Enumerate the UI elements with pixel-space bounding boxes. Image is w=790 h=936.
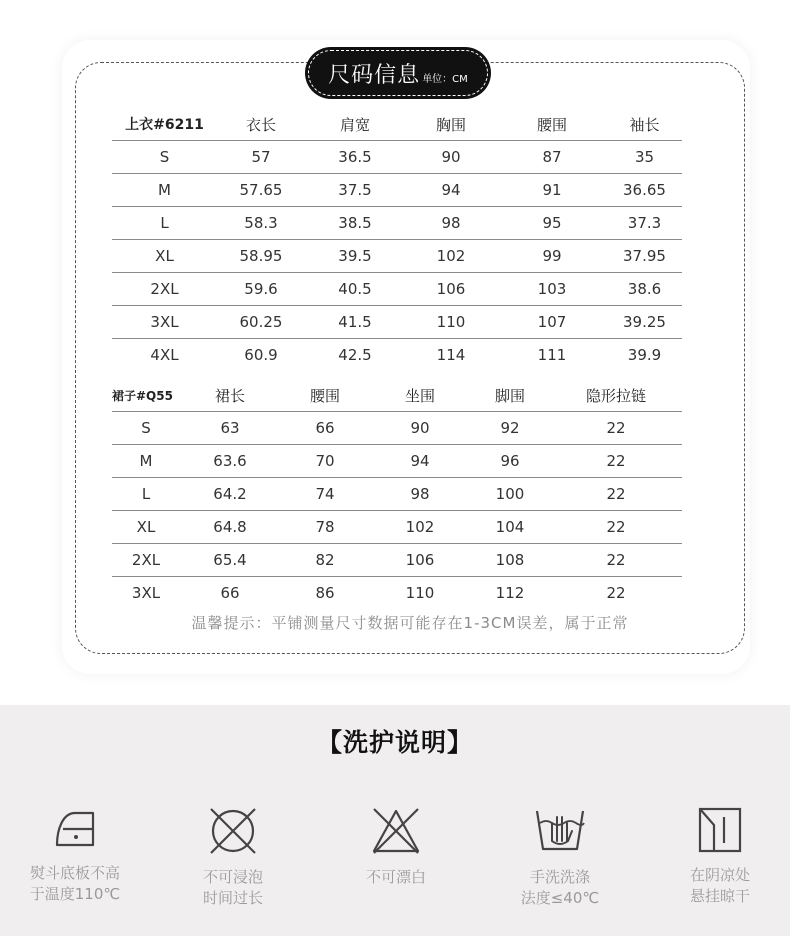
- size-info-unit: 单位：CM: [422, 73, 468, 85]
- skirt-table-header-row: [112, 379, 682, 412]
- skirt-table-cell: 70: [280, 445, 370, 478]
- skirt-table-header-cell: 裙长: [214, 386, 245, 405]
- skirt-size-table: [112, 379, 682, 609]
- skirt-table-cell: 22: [550, 544, 682, 577]
- top-table-cell: 37.95: [607, 240, 682, 273]
- skirt-table-row: [112, 445, 682, 478]
- top-table-header-cell: 上衣#6211: [125, 117, 204, 133]
- care-item-shade-dry-line2: 悬挂晾干: [689, 887, 750, 905]
- top-table-cell: 38.6: [607, 273, 682, 306]
- care-item-no-soak: [168, 805, 298, 909]
- top-table-row: [112, 273, 682, 306]
- top-table-cell: 95: [497, 207, 607, 240]
- top-table-cell: 36.5: [305, 141, 405, 174]
- skirt-table-cell: 66: [180, 577, 280, 610]
- top-table-row: [112, 207, 682, 240]
- top-table-cell: 107: [497, 306, 607, 339]
- no-bleach-icon: [370, 805, 422, 857]
- skirt-table-cell: 22: [550, 478, 682, 511]
- care-item-hand-wash-line1: 手洗洗涤: [529, 868, 590, 886]
- care-item-shade-dry: [655, 805, 785, 907]
- top-table-header-cell: 袖长: [629, 115, 660, 134]
- skirt-table-header-cell: 隐形拉链: [585, 386, 646, 405]
- top-table-row: [112, 240, 682, 273]
- skirt-table-cell: 86: [280, 577, 370, 610]
- top-table-cell: 57: [217, 141, 305, 174]
- top-table-cell: 58.3: [217, 207, 305, 240]
- size-info-title: 尺码信息: [328, 62, 421, 88]
- top-table-header-row: [112, 108, 682, 141]
- care-item-no-bleach: [331, 805, 461, 888]
- iron-icon: [51, 805, 99, 853]
- skirt-table-cell: 64.8: [180, 511, 280, 544]
- skirt-table-cell: 110: [370, 577, 470, 610]
- top-table-cell: 36.65: [607, 174, 682, 207]
- skirt-table-row: [112, 478, 682, 511]
- care-item-no-soak-line2: 时间过长: [202, 889, 263, 907]
- skirt-table-cell: 102: [370, 511, 470, 544]
- top-table-cell: 94: [405, 174, 497, 207]
- top-table-row: [112, 306, 682, 339]
- skirt-table-cell: 78: [280, 511, 370, 544]
- top-table-cell: 87: [497, 141, 607, 174]
- skirt-table-header-cell: 裙子#Q55: [112, 388, 173, 403]
- top-table-cell: 60.25: [217, 306, 305, 339]
- top-table-cell: 39.25: [607, 306, 682, 339]
- top-table-cell: 91: [497, 174, 607, 207]
- skirt-table-cell: 74: [280, 478, 370, 511]
- top-table-cell: 42.5: [305, 339, 405, 372]
- skirt-table-cell: 94: [370, 445, 470, 478]
- top-table-cell: 60.9: [217, 339, 305, 372]
- top-table-cell: 39.5: [305, 240, 405, 273]
- top-table-header-cell: 腰围: [536, 115, 567, 134]
- skirt-table-cell: 98: [370, 478, 470, 511]
- top-table-cell: 41.5: [305, 306, 405, 339]
- top-table-cell: 102: [405, 240, 497, 273]
- skirt-table-cell: 92: [470, 412, 550, 445]
- care-title: 【洗护说明】: [316, 728, 473, 757]
- skirt-table-cell: 82: [280, 544, 370, 577]
- care-item-iron-line1: 熨斗底板不高: [29, 864, 120, 882]
- skirt-table-cell: XL: [112, 511, 180, 544]
- skirt-table-cell: L: [112, 478, 180, 511]
- top-table-cell: 4XL: [112, 339, 217, 372]
- skirt-table-cell: 64.2: [180, 478, 280, 511]
- skirt-table-cell: M: [112, 445, 180, 478]
- top-table-cell: 110: [405, 306, 497, 339]
- skirt-table-cell: 66: [280, 412, 370, 445]
- top-table-header-cell: 肩宽: [339, 115, 370, 134]
- top-table-cell: 2XL: [112, 273, 217, 306]
- top-table-cell: XL: [112, 240, 217, 273]
- top-table-cell: 3XL: [112, 306, 217, 339]
- top-table-cell: 106: [405, 273, 497, 306]
- care-item-iron-line2: 于温度110℃: [29, 885, 121, 903]
- top-table-header-cell: 衣长: [245, 115, 276, 134]
- skirt-table-cell: 108: [470, 544, 550, 577]
- skirt-table-cell: 22: [550, 445, 682, 478]
- skirt-table-cell: 2XL: [112, 544, 180, 577]
- top-table-cell: 114: [405, 339, 497, 372]
- top-size-table: [112, 108, 682, 371]
- top-table-cell: 57.65: [217, 174, 305, 207]
- skirt-table-cell: 3XL: [112, 577, 180, 610]
- size-info-badge: [305, 47, 491, 99]
- skirt-table-cell: 90: [370, 412, 470, 445]
- hand-wash-icon: [534, 805, 586, 857]
- top-table-cell: 59.6: [217, 273, 305, 306]
- top-table-cell: 98: [405, 207, 497, 240]
- skirt-table-cell: 100: [470, 478, 550, 511]
- top-table-row: [112, 339, 682, 372]
- skirt-table-cell: 22: [550, 577, 682, 610]
- top-table-cell: 99: [497, 240, 607, 273]
- top-table-cell: 37.3: [607, 207, 682, 240]
- skirt-table-cell: 63: [180, 412, 280, 445]
- top-table-row: [112, 141, 682, 174]
- top-table-cell: S: [112, 141, 217, 174]
- no-tumble-dry-icon: [207, 805, 259, 857]
- skirt-table-cell: 104: [470, 511, 550, 544]
- measurement-note: 温馨提示：平铺测量尺寸数据可能存在1-3CM误差，属于正常: [191, 614, 629, 632]
- skirt-table-cell: 63.6: [180, 445, 280, 478]
- top-table-cell: L: [112, 207, 217, 240]
- top-table-cell: 35: [607, 141, 682, 174]
- skirt-table-cell: 96: [470, 445, 550, 478]
- care-item-no-bleach-line1: 不可漂白: [365, 868, 426, 886]
- skirt-table-cell: 65.4: [180, 544, 280, 577]
- top-table-cell: 58.95: [217, 240, 305, 273]
- skirt-table-header-cell: 脚围: [494, 386, 525, 405]
- skirt-table-row: [112, 412, 682, 445]
- skirt-table-header-cell: 坐围: [404, 386, 435, 405]
- skirt-table-row: [112, 544, 682, 577]
- skirt-table-row: [112, 511, 682, 544]
- line-dry-shade-icon: [696, 805, 744, 855]
- skirt-table-cell: 106: [370, 544, 470, 577]
- skirt-table-row: [112, 577, 682, 610]
- top-table-cell: 90: [405, 141, 497, 174]
- care-item-hand-wash: [495, 805, 625, 909]
- care-item-hand-wash-line2: 法度≤40℃: [520, 889, 600, 907]
- skirt-table-cell: 22: [550, 511, 682, 544]
- care-item-shade-dry-line1: 在阴凉处: [689, 866, 750, 884]
- top-table-cell: M: [112, 174, 217, 207]
- skirt-table-cell: 112: [470, 577, 550, 610]
- top-table-cell: 111: [497, 339, 607, 372]
- top-table-header-cell: 胸围: [435, 115, 466, 134]
- top-table-cell: 40.5: [305, 273, 405, 306]
- skirt-table-cell: S: [112, 412, 180, 445]
- care-section: [0, 705, 790, 936]
- care-item-no-soak-line1: 不可浸泡: [202, 868, 263, 886]
- skirt-table-cell: 22: [550, 412, 682, 445]
- care-item-iron: [10, 805, 140, 905]
- top-table-cell: 103: [497, 273, 607, 306]
- top-table-cell: 37.5: [305, 174, 405, 207]
- skirt-table-header-cell: 腰围: [309, 386, 340, 405]
- top-table-cell: 39.9: [607, 339, 682, 372]
- top-table-cell: 38.5: [305, 207, 405, 240]
- top-table-row: [112, 174, 682, 207]
